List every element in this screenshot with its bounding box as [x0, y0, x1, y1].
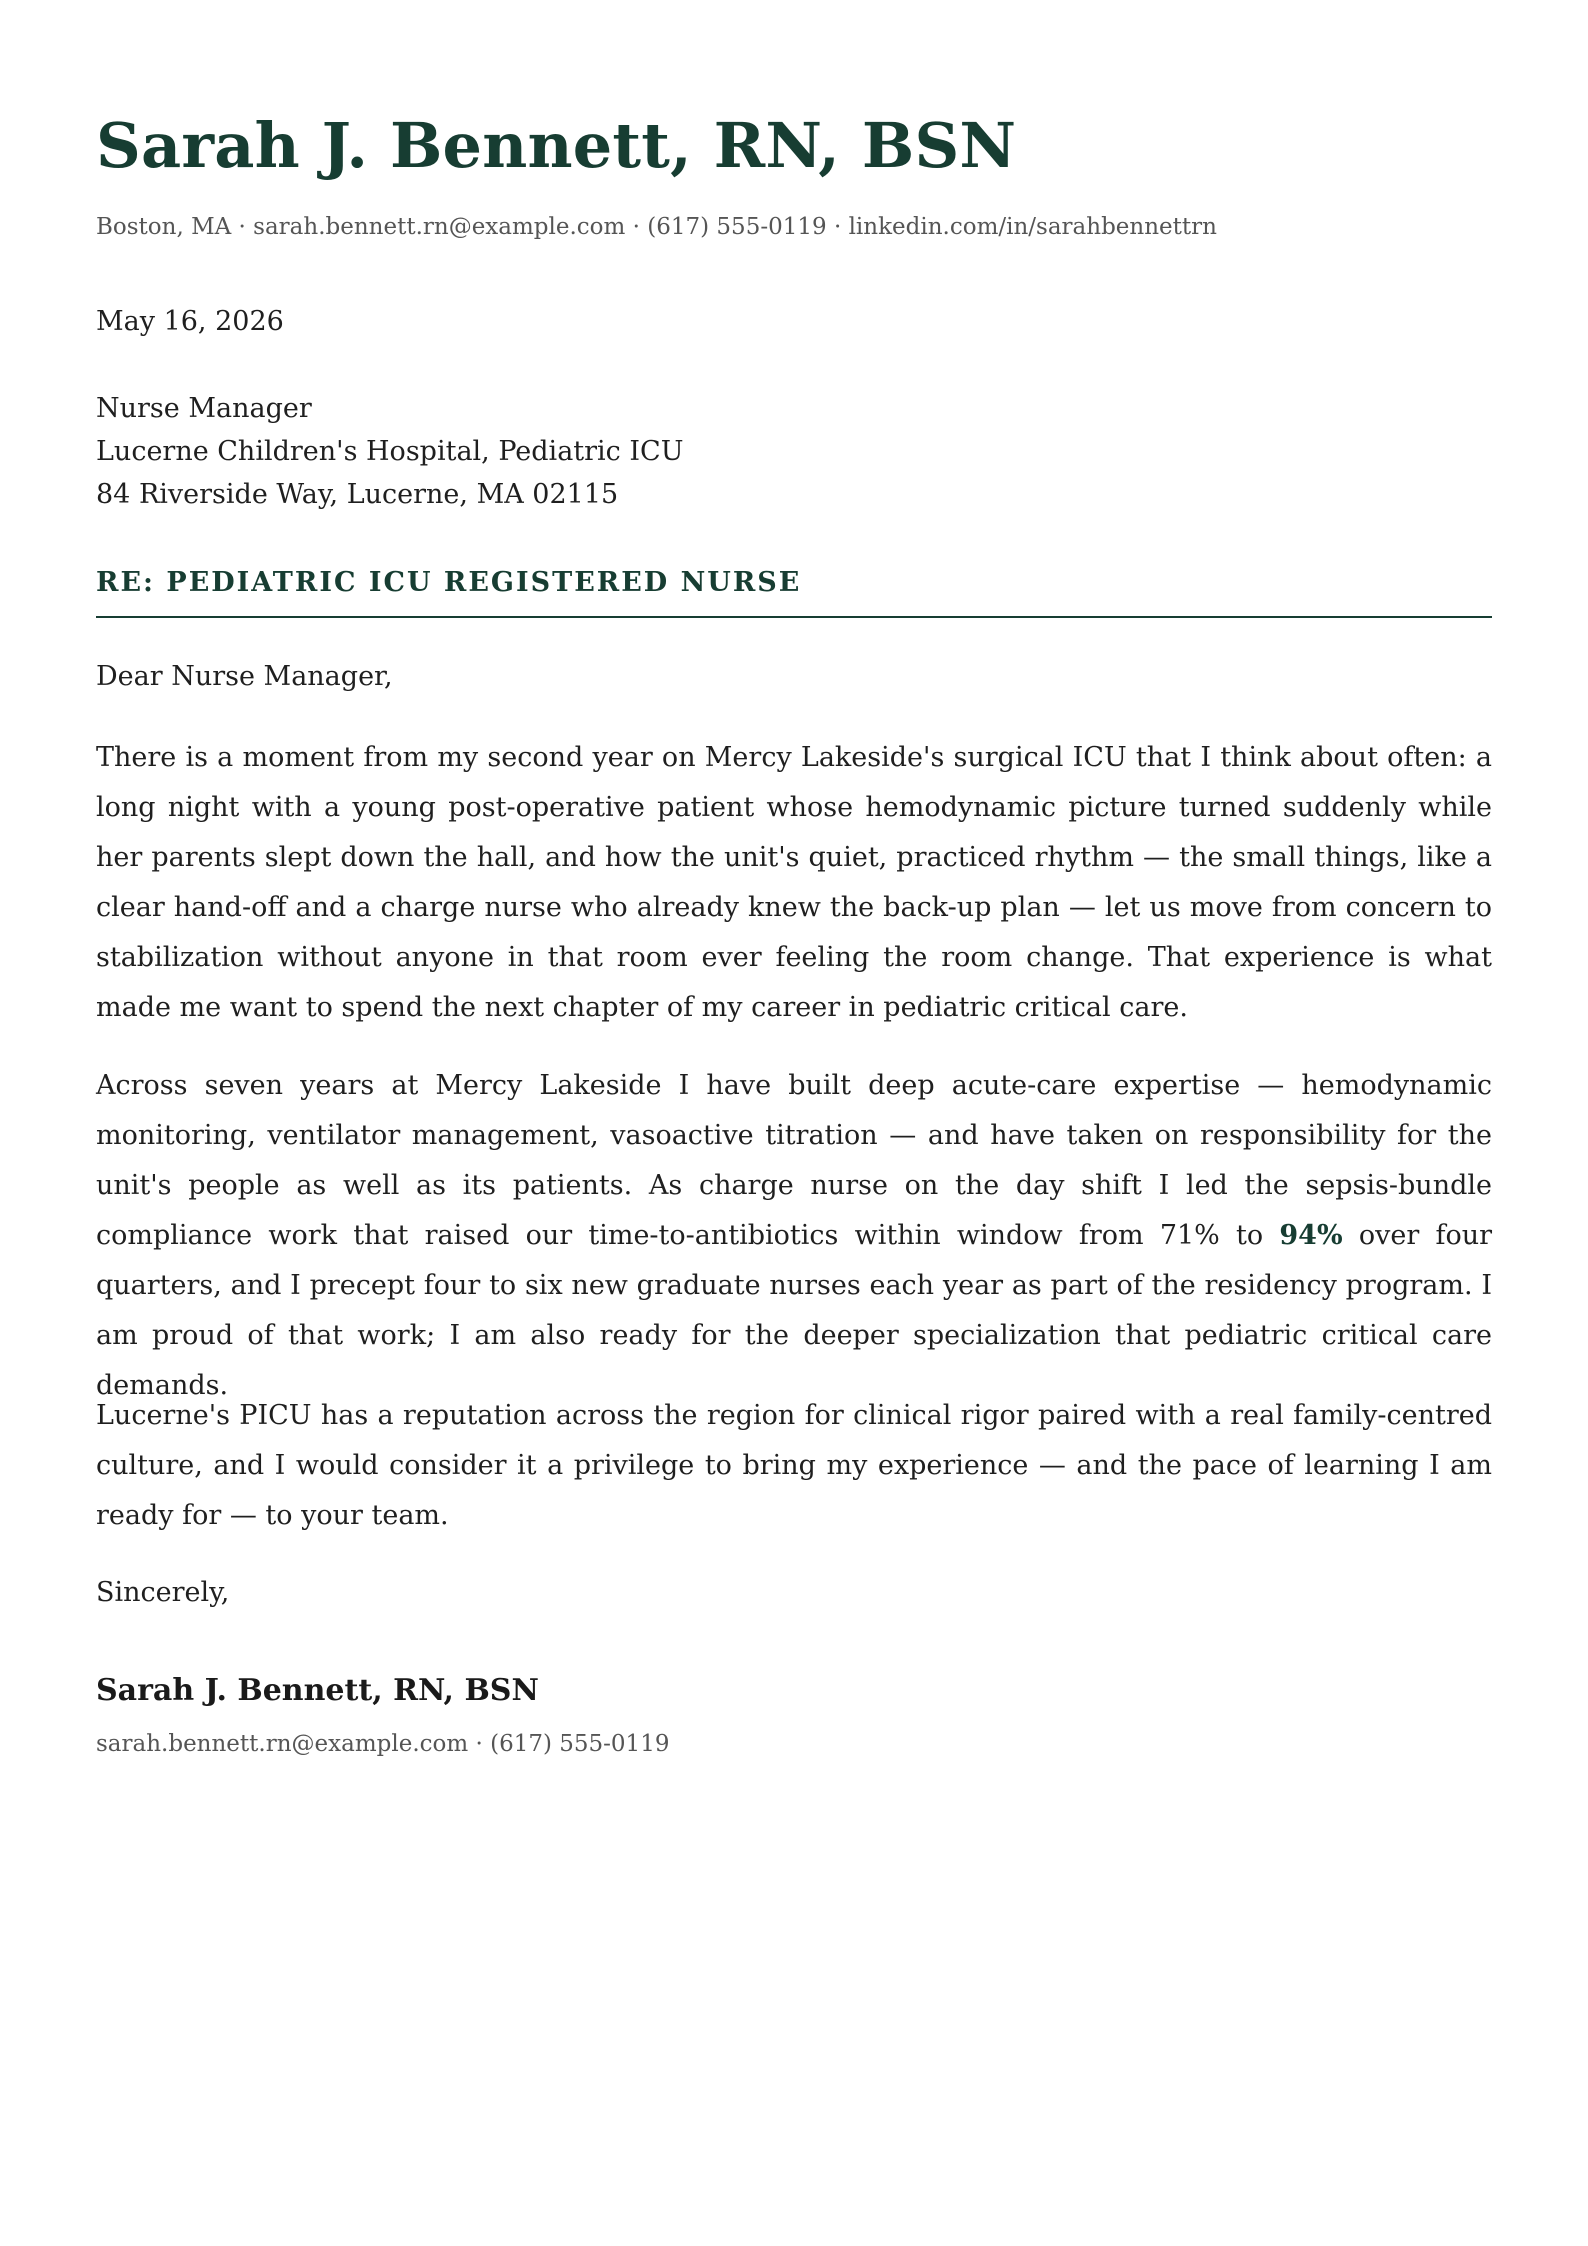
recipient-organization: Lucerne Children's Hospital, Pediatric ICU — [96, 436, 684, 467]
closing: Sincerely, — [96, 1577, 230, 1608]
body-paragraph-2 — [96, 1061, 1492, 1411]
letter-date: May 16, 2026 — [96, 306, 284, 337]
body-paragraph-1: There is a moment from my second year on Mercy Lakeside's surgical ICU that I think about often: a long night with a young post-operative patient whose hemodynamic picture turned suddenly while her parents slept down the hall, and how the unit's quiet, practiced rhythm — the small things, like a clear hand-off and a charge nurse who already knew the back-up plan — let us move from concern to stabilization without anyone in that room ever feeling the room change. That experience is what made me want to spend the next chapter of my career in pediatric critical care. — [96, 742, 1492, 1023]
contact-line: Boston, MA · sarah.bennett.rn@example.com · (617) 555-0119 · linkedin.com/in/sarahbennettrn — [96, 214, 1217, 240]
recipient-block — [96, 387, 683, 516]
signature-name: Sarah J. Bennett, RN, BSN — [96, 1673, 539, 1708]
recipient-title: Nurse Manager — [96, 393, 312, 424]
highlight-metric: 94% — [1279, 1220, 1343, 1251]
signature-contact: sarah.bennett.rn@example.com · (617) 555-0119 — [96, 1731, 670, 1757]
body-paragraph-3: Lucerne's PICU has a reputation across the region for clinical rigor paired with a real family-centred culture, and I would consider it a privilege to bring my experience — and the pace of learning I am ready for — to your team. — [96, 1400, 1492, 1531]
body-paragraph-2-text-end: over four quarters, and I precept four to six new graduate nurses each year as part of the residency program. I am proud of that work; I am also ready for the deeper specialization that pediatric critical care demands. — [96, 1220, 1492, 1401]
applicant-name: Sarah J. Bennett, RN, BSN — [96, 109, 1017, 182]
subject-line: RE: PEDIATRIC ICU REGISTERED NURSE — [96, 567, 802, 598]
subject-divider — [96, 616, 1492, 618]
body-paragraph-2-text: Across seven years at Mercy Lakeside I have built deep acute-care expertise — hemodynamic monitoring, ventilator management, vasoactive titration — and have taken on responsibility for the unit's people as well as its patients. As charge nurse on the day shift I led the sepsis-bundle compliance work that raised our time-to-antibiotics within window from 71% to — [96, 1070, 1492, 1251]
recipient-address: 84 Riverside Way, Lucerne, MA 02115 — [96, 479, 619, 510]
salutation: Dear Nurse Manager, — [96, 661, 393, 692]
